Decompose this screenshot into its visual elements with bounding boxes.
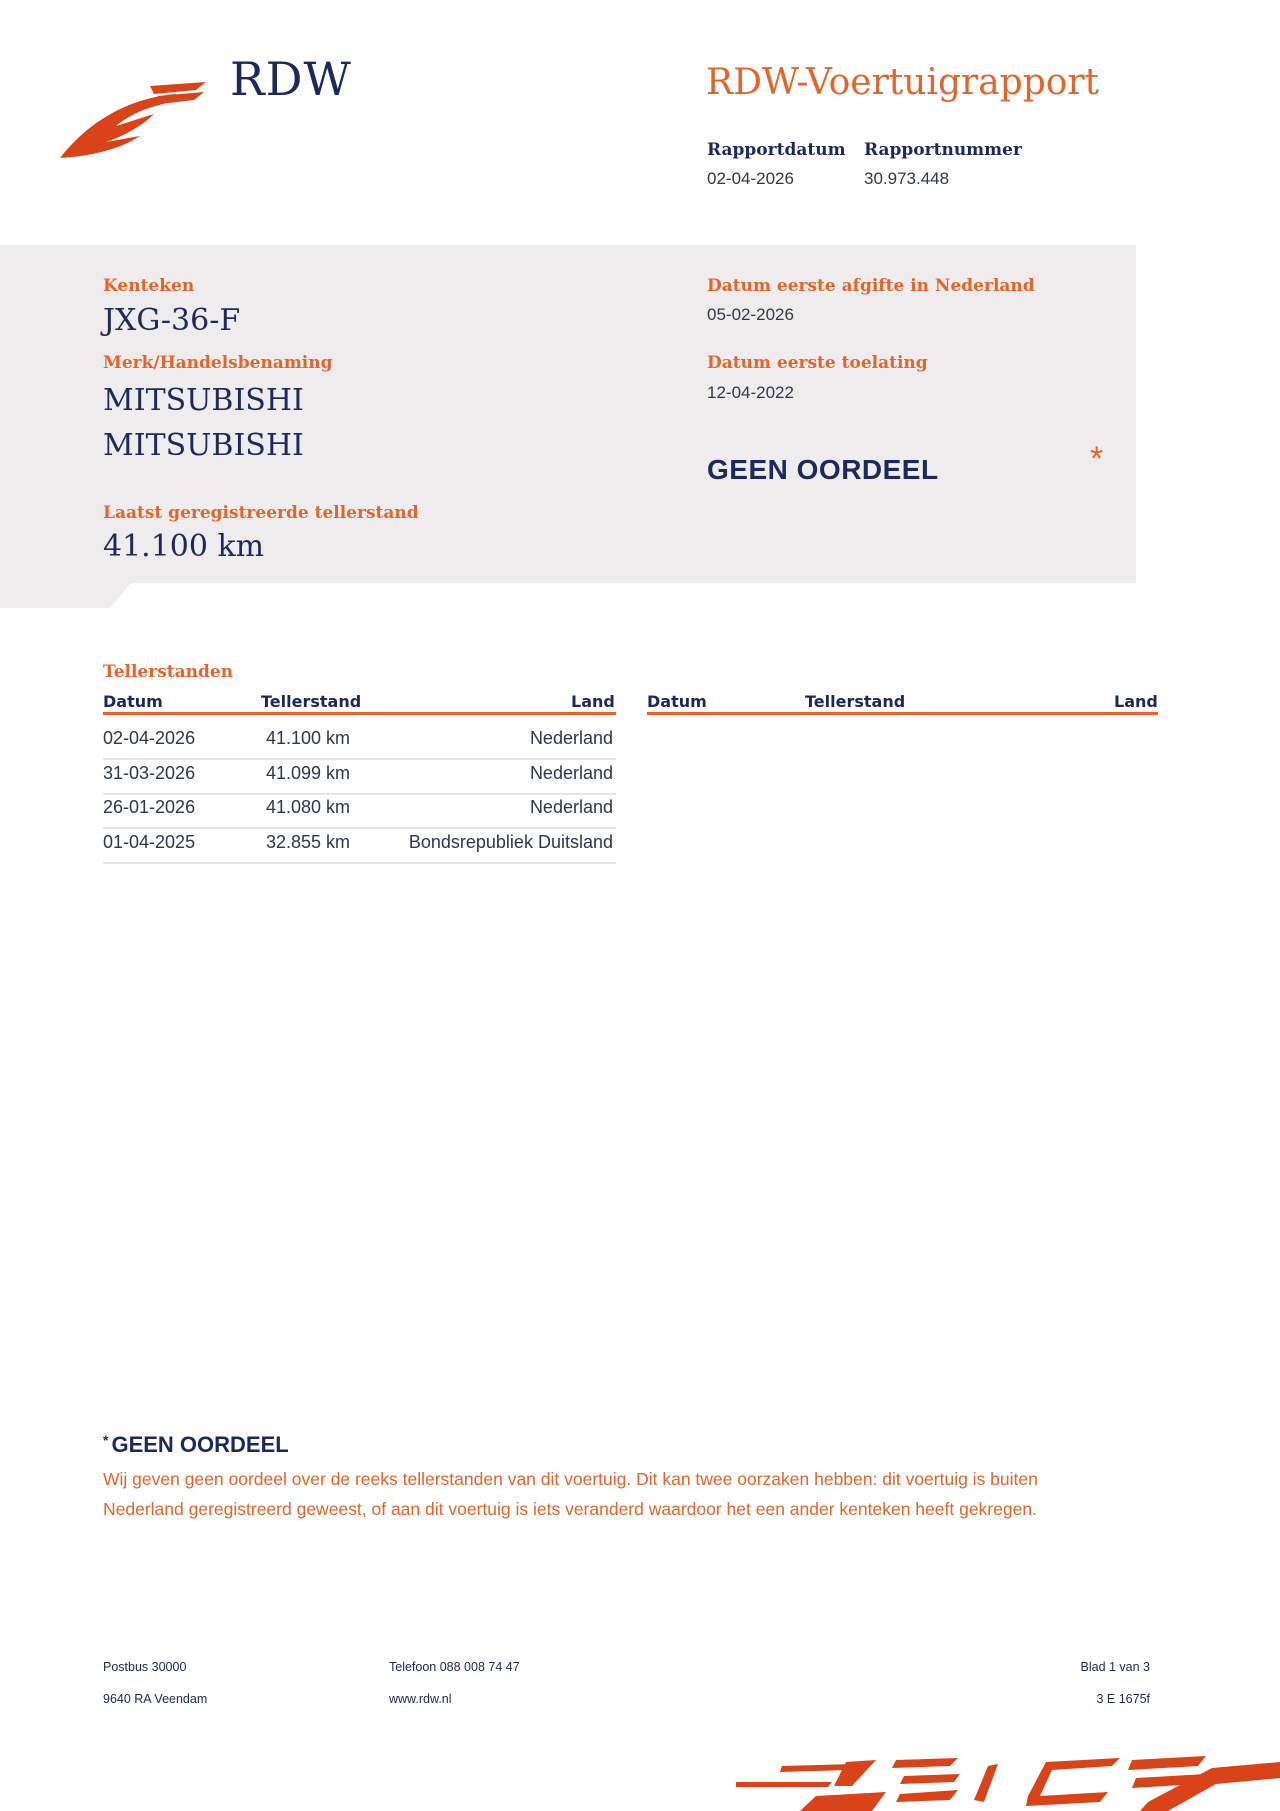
- plate-number: JXG-36-F: [103, 303, 241, 338]
- row-2-country: Nederland: [529, 763, 613, 783]
- verdict-mark: *: [1090, 440, 1104, 478]
- footnote-text: Wij geven geen oordeel over de reeks tellerstanden van dit voertuig. Dit kan twee oorzaken hebben: dit voertuig is buiten Nederland geregistreerd geweest, of aan dit voertuig is iets veranderd waardoor het een ander kenteken heeft gekregen.: [103, 1469, 1038, 1519]
- footer-decorative-stripes: [736, 1756, 1280, 1811]
- col-header-reading-2: Tellerstand: [805, 692, 906, 711]
- col-header-country-2: Land: [1114, 692, 1158, 711]
- report-number-label: Rapportnummer: [864, 140, 1022, 160]
- report-date: 02-04-2026: [707, 169, 794, 188]
- trade-name-value: MITSUBISHI: [103, 428, 304, 463]
- first-issue-nl-value: 05-02-2026: [707, 305, 794, 324]
- row-1-country: Nederland: [529, 728, 613, 748]
- panel-tab-shape: [0, 580, 150, 610]
- footer-document-code: 3 E 1675f: [1096, 1692, 1150, 1706]
- make-label: Merk/Handelsbenaming: [103, 353, 333, 373]
- row-2-reading: 41.099 km: [266, 763, 351, 783]
- row-3-country: Nederland: [529, 797, 613, 817]
- row-1-reading: 41.100 km: [266, 728, 351, 748]
- verdict: GEEN OORDEEL: [707, 454, 939, 485]
- row-3-date: 26-01-2026: [103, 797, 196, 817]
- report-title: RDW-Voertuigrapport: [706, 62, 1100, 103]
- footer-po-box: Postbus 30000: [103, 1660, 187, 1674]
- footer-phone: Telefoon 088 008 74 47: [389, 1660, 520, 1674]
- col-header-reading: Tellerstand: [261, 692, 362, 711]
- first-issue-nl-label: Datum eerste afgifte in Nederland: [707, 276, 1035, 296]
- footnote-mark: *: [103, 1432, 109, 1448]
- footnote-heading: GEEN OORDEEL: [111, 1432, 289, 1457]
- brand-name: RDW: [230, 52, 352, 106]
- plate-label: Kenteken: [103, 276, 195, 296]
- row-divider: [103, 862, 616, 864]
- row-divider: [103, 827, 616, 829]
- row-2-date: 31-03-2026: [103, 763, 196, 783]
- row-4-date: 01-04-2025: [103, 832, 196, 852]
- rdw-logo: [58, 80, 210, 162]
- row-4-reading: 32.855 km: [266, 832, 351, 852]
- report-date-label: Rapportdatum: [707, 140, 846, 160]
- make-value: MITSUBISHI: [103, 383, 304, 418]
- first-admission-value: 12-04-2022: [707, 383, 794, 402]
- footer-page-number: Blad 1 van 3: [1080, 1660, 1150, 1674]
- col-header-date-2: Datum: [647, 692, 707, 711]
- footer-city: 9640 RA Veendam: [103, 1692, 208, 1706]
- first-admission-label: Datum eerste toelating: [707, 353, 928, 373]
- odometer-label: Laatst geregistreerde tellerstand: [103, 503, 419, 523]
- col-header-date: Datum: [103, 692, 163, 711]
- row-divider: [103, 793, 616, 795]
- odometer-table-title: Tellerstanden: [103, 662, 234, 682]
- row-3-reading: 41.080 km: [266, 797, 351, 817]
- row-4-country: Bondsrepubliek Duitsland: [408, 832, 613, 852]
- col-header-country: Land: [571, 692, 615, 711]
- footer-website[interactable]: www.rdw.nl: [389, 1692, 452, 1706]
- table-header-rule-2: [647, 712, 1158, 715]
- row-divider: [103, 758, 616, 760]
- report-number: 30.973.448: [864, 169, 950, 188]
- row-1-date: 02-04-2026: [103, 728, 196, 748]
- table-header-rule: [103, 712, 616, 715]
- footnote-title: [103, 1432, 289, 1458]
- odometer-value: 41.100 km: [103, 529, 265, 564]
